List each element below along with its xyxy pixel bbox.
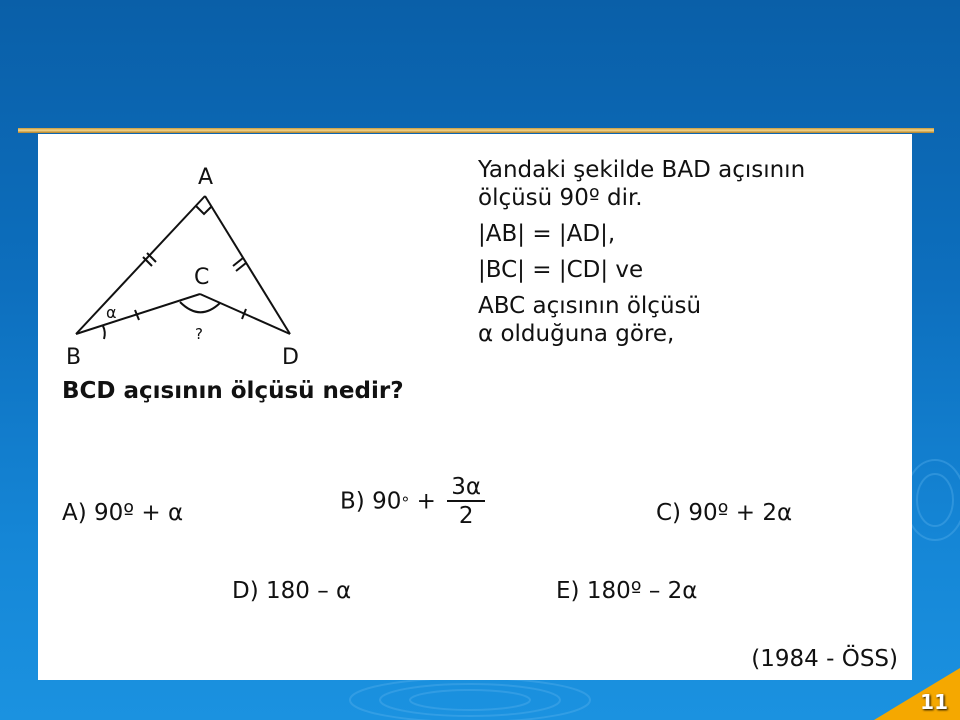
label-a: A	[198, 165, 214, 190]
label-unknown-angle: ?	[195, 325, 203, 343]
segment-ad	[205, 196, 290, 334]
angle-arc-c	[180, 302, 220, 312]
source-citation: (1984 - ÖSS)	[751, 646, 898, 672]
problem-statement	[478, 156, 898, 348]
label-d: D	[282, 345, 299, 370]
statement-line-5: ABC açısının ölçüsü	[478, 293, 702, 319]
angle-arc-b	[103, 326, 105, 339]
statement-line-4: |BC| = |CD| ve	[478, 257, 644, 283]
tick-ad-2	[236, 263, 246, 271]
statement-line-1: Yandaki şekilde BAD açısının	[478, 157, 806, 183]
tick-ad-1	[233, 258, 243, 266]
question-text: BCD açısının ölçüsü nedir?	[62, 378, 404, 404]
option-a[interactable]: A) 90º + α	[62, 500, 184, 526]
option-b-fraction	[447, 474, 485, 530]
question-card	[38, 134, 912, 680]
statement-line-3: |AB| = |AD|,	[478, 221, 616, 247]
label-b: B	[66, 345, 82, 370]
geometry-figure	[58, 156, 358, 396]
option-b-denominator: 2	[458, 503, 474, 529]
slide-number: 11	[920, 690, 948, 714]
option-b-degree: °	[401, 493, 410, 513]
option-b-numerator: 3α	[447, 474, 485, 502]
option-b-plus: +	[409, 488, 436, 515]
option-e[interactable]: E) 180º – 2α	[556, 578, 698, 604]
statement-line-6: α olduğuna göre,	[478, 321, 675, 347]
option-c[interactable]: C) 90º + 2α	[656, 500, 793, 526]
option-b[interactable]	[340, 474, 485, 530]
label-c: C	[194, 265, 210, 290]
option-d[interactable]: D) 180 – α	[232, 578, 352, 604]
statement-line-2: ölçüsü 90º dir.	[478, 185, 643, 211]
option-b-prefix: B) 90	[340, 488, 402, 515]
header-accent-line	[18, 128, 934, 133]
right-angle-mark-a	[196, 206, 212, 214]
label-alpha: α	[106, 303, 117, 322]
